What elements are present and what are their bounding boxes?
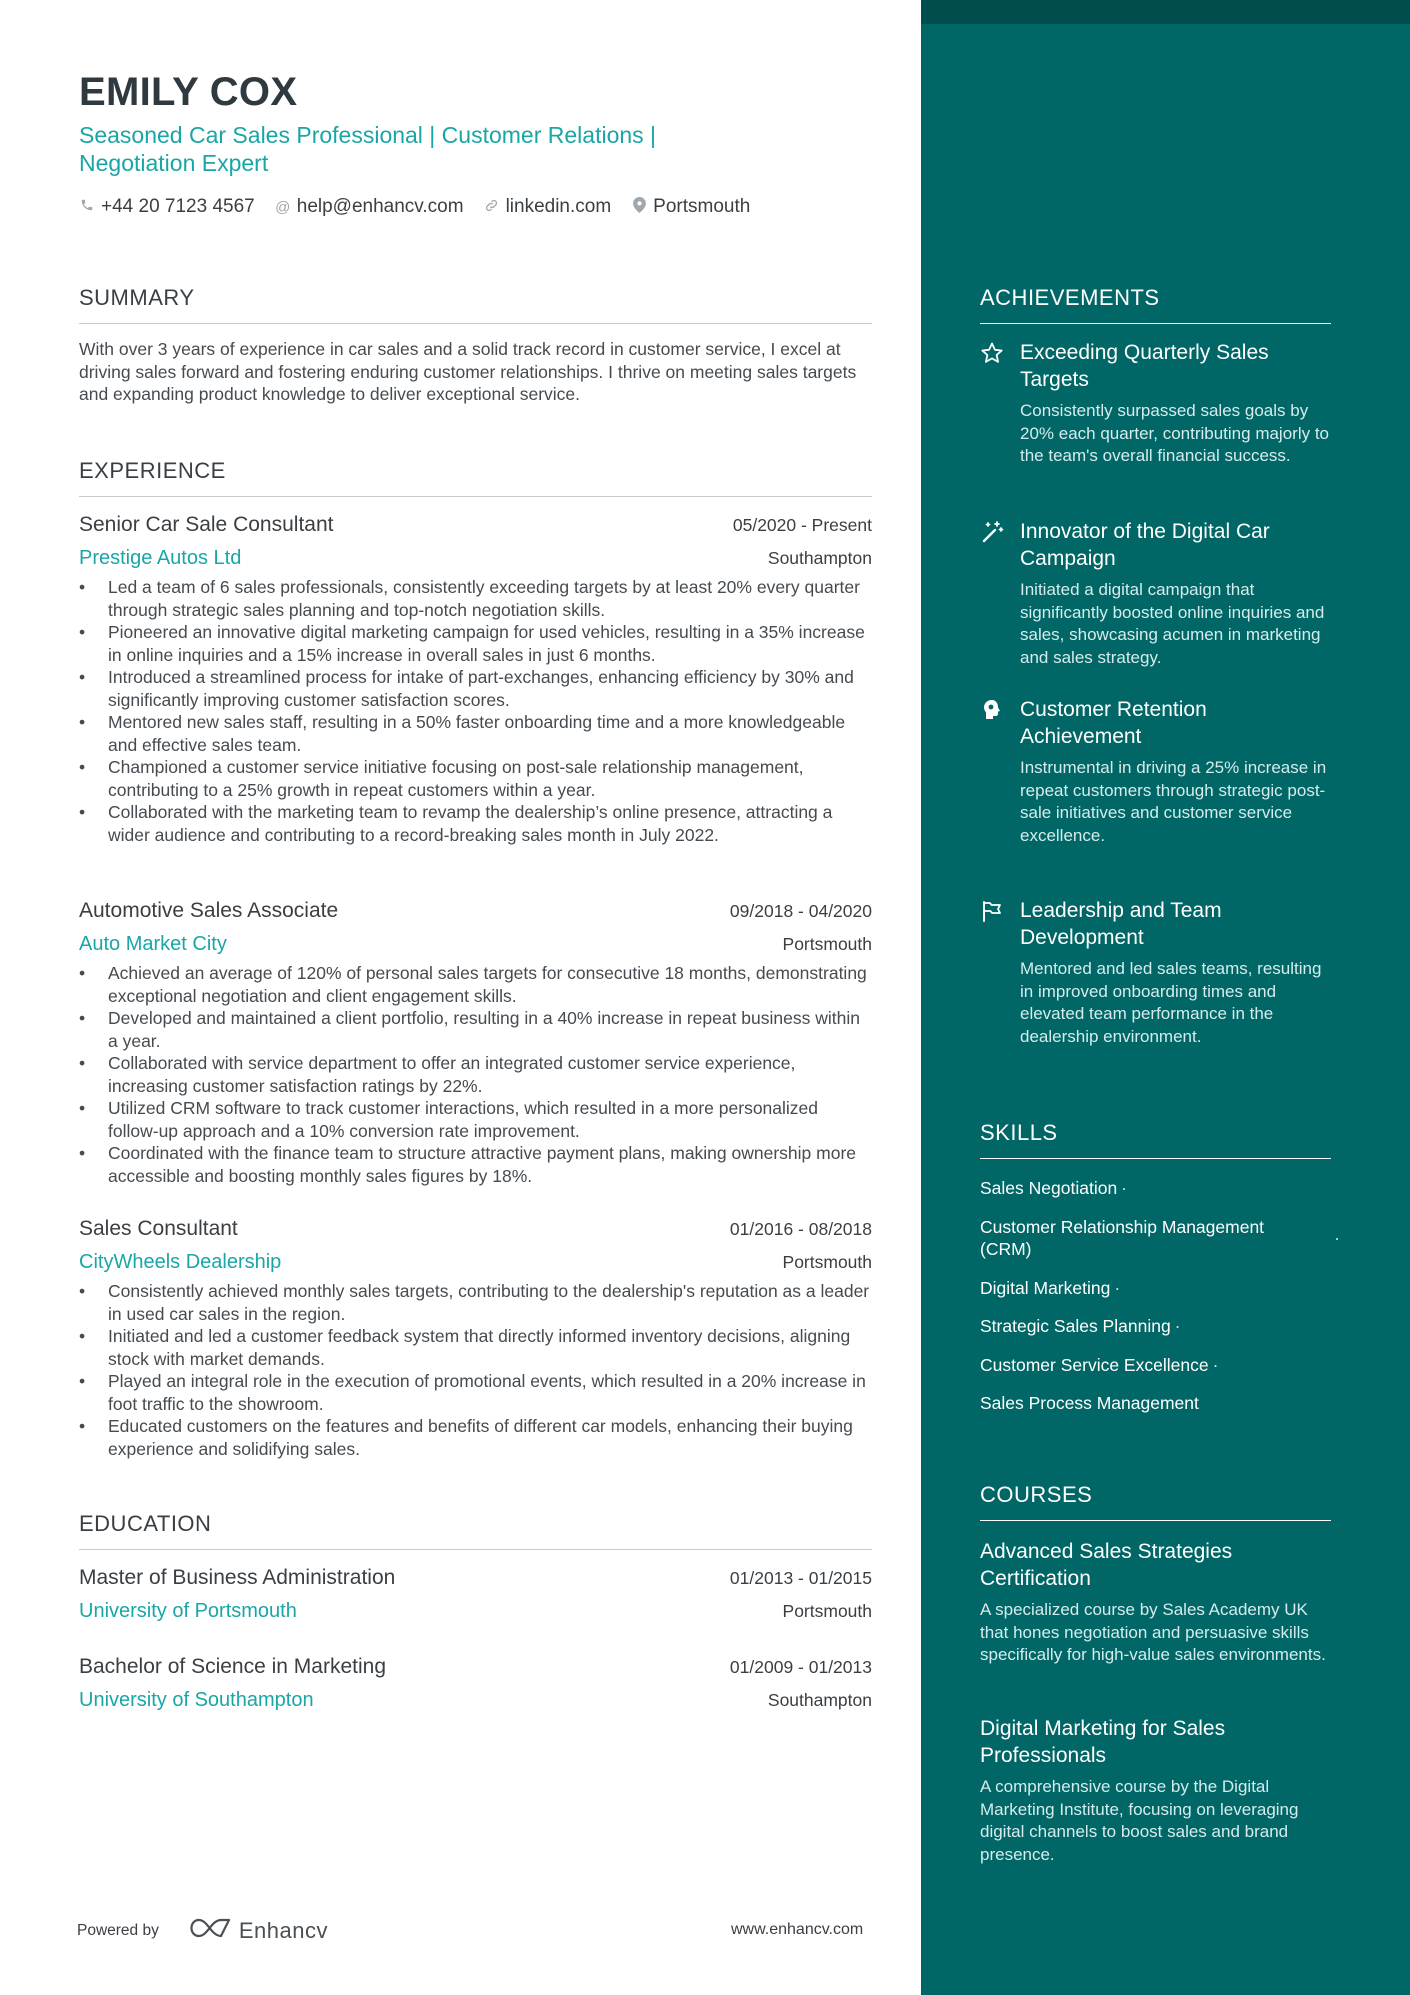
skill-separator: · <box>1212 1354 1219 1375</box>
education-heading: EDUCATION <box>79 1511 872 1550</box>
course-item <box>980 1538 1331 1667</box>
skills-list <box>980 1177 1340 1431</box>
achievement-title: Customer Retention Achievement <box>1020 698 1207 748</box>
achievement-desc: Mentored and led sales teams, resulting in improved onboarding times and elevated team performance in the dealership environment. <box>1020 959 1322 1046</box>
achievement-title: Leadership and Team Development <box>1020 899 1222 949</box>
contact-phone[interactable] <box>79 196 255 218</box>
bullet-item: • Developed and maintained a client portfolio, resulting in a 40% increase in repeat business within a year. <box>79 1007 872 1052</box>
bullet-item: • Achieved an average of 120% of personal sales targets for consecutive 18 months, demonstrating exceptional negotiation and client engagement skills. <box>79 962 872 1007</box>
course-desc: A specialized course by Sales Academy UK that hones negotiation and persuasive skills specifically for high-value sales environments. <box>980 1600 1326 1664</box>
sidebar-top-bar <box>921 0 1410 24</box>
education-entry <box>79 1566 872 1623</box>
head-icon <box>980 698 1004 722</box>
achievement-item <box>980 518 1331 669</box>
powered-by-label: Powered by <box>77 1921 159 1939</box>
magic-wand-icon <box>980 520 1004 544</box>
edu-school[interactable]: University of Portsmouth <box>79 1600 297 1622</box>
skill-separator: · <box>1334 1227 1340 1248</box>
skill-item <box>980 1216 1340 1261</box>
star-icon <box>980 341 1004 365</box>
bullet-item: • Consistently achieved monthly sales targets, contributing to the dealership's reputation as a leader in used car sales in the region. <box>79 1280 872 1325</box>
achievement-item <box>980 696 1331 847</box>
link-icon <box>484 198 500 217</box>
skill-name: Digital Marketing <box>980 1277 1111 1298</box>
contact-email[interactable] <box>275 196 464 218</box>
achievement-item <box>980 339 1331 468</box>
contact-bar <box>79 196 770 218</box>
achievement-title: Exceeding Quarterly Sales Targets <box>1020 341 1269 391</box>
job-bullets <box>79 962 872 1187</box>
brand-link[interactable] <box>185 1916 328 1945</box>
skill-item <box>980 1277 1340 1300</box>
job-entry <box>79 1217 872 1460</box>
bullet-item: • Collaborated with service department to offer an integrated customer service experience, increasing customer satisfaction ratings by 22%. <box>79 1052 872 1097</box>
job-entry <box>79 513 872 846</box>
contact-location <box>631 196 750 218</box>
experience-heading: EXPERIENCE <box>79 458 872 497</box>
headline-line-1: Seasoned Car Sales Professional | Customer Relations | <box>79 122 657 148</box>
contact-location-text: Portsmouth <box>653 196 751 217</box>
skill-item <box>980 1315 1340 1338</box>
achievement-desc: Instrumental in driving a 25% increase in repeat customers through strategic post-sale initiatives and customer service excellence. <box>1020 758 1327 845</box>
skills-heading: SKILLS <box>980 1120 1331 1159</box>
summary-heading: SUMMARY <box>79 285 872 324</box>
job-dates: 01/2016 - 08/2018 <box>729 1219 872 1239</box>
contact-linkedin[interactable] <box>484 196 612 218</box>
course-item <box>980 1715 1331 1866</box>
skill-separator: · <box>1121 1178 1127 1198</box>
footer-powered-by <box>77 1916 328 1945</box>
skill-separator: · <box>1114 1277 1121 1298</box>
candidate-name: EMILY COX <box>79 70 298 114</box>
bullet-item: • Mentored new sales staff, resulting in a 50% faster onboarding time and a more knowledgeable and effective sales team. <box>79 711 872 756</box>
edu-location: Southampton <box>767 1690 872 1710</box>
job-company[interactable]: Auto Market City <box>79 933 227 955</box>
flag-icon <box>980 899 1004 923</box>
skill-name: Strategic Sales Planning <box>980 1316 1171 1336</box>
bullet-item: • Led a team of 6 sales professionals, consistently exceeding targets by at least 20% every quarter through strategic sales planning and top-notch negotiation skills. <box>79 576 872 621</box>
skill-name: Sales Negotiation <box>980 1178 1118 1198</box>
education-entry <box>79 1655 872 1712</box>
contact-email-text: help@enhancv.com <box>296 196 464 217</box>
job-location: Southampton <box>767 548 872 568</box>
job-dates: 05/2020 - Present <box>732 515 872 535</box>
brand-name: Enhancv <box>238 1917 328 1943</box>
headline-line-2: Negotiation Expert <box>79 150 269 176</box>
bullet-item: • Utilized CRM software to track customer interactions, which resulted in a more personalized follow-up approach and a 10% conversion rate improvement. <box>79 1097 872 1142</box>
bullet-item: • Introduced a streamlined process for intake of part-exchanges, enhancing efficiency by 30% and significantly improving customer satisfaction scores. <box>79 666 872 711</box>
bullet-item: • Initiated and led a customer feedback system that directly informed inventory decisions, aligning stock with market demands. <box>79 1325 872 1370</box>
skill-name: Customer Service Excellence <box>980 1354 1209 1375</box>
course-title: Digital Marketing for Sales Professionals <box>980 1717 1226 1767</box>
contact-linkedin-text: linkedin.com <box>505 196 612 217</box>
location-pin-icon <box>631 197 647 217</box>
edu-dates: 01/2009 - 01/2013 <box>729 1657 872 1677</box>
bullet-item: • Educated customers on the features and benefits of different car models, enhancing their buying experience and solidifying sales. <box>79 1415 872 1460</box>
job-role: Sales Consultant <box>79 1217 238 1240</box>
achievement-desc: Consistently surpassed sales goals by 20% each quarter, contributing majorly to the team's overall financial success. <box>1020 401 1330 465</box>
edu-degree: Bachelor of Science in Marketing <box>79 1655 386 1678</box>
bullet-item: • Played an integral role in the execution of promotional events, which resulted in a 20% increase in foot traffic to the showroom. <box>79 1370 872 1415</box>
skill-item <box>980 1177 1340 1200</box>
job-role: Automotive Sales Associate <box>79 899 339 922</box>
edu-school[interactable]: University of Southampton <box>79 1689 314 1711</box>
skill-name: Sales Process Management <box>980 1393 1199 1413</box>
courses-heading: COURSES <box>980 1482 1331 1521</box>
bullet-item: • Coordinated with the finance team to structure attractive payment plans, making ownership more accessible and boosting monthly sales figures by 18%. <box>79 1142 872 1187</box>
achievement-item <box>980 897 1331 1048</box>
bullet-item: • Collaborated with the marketing team to revamp the dealership’s online presence, attracting a wider audience and contributing to a record-breaking sales month in July 2022. <box>79 801 872 846</box>
job-bullets <box>79 1280 872 1460</box>
contact-phone-text: +44 20 7123 4567 <box>101 196 255 217</box>
edu-degree: Master of Business Administration <box>79 1566 396 1589</box>
bullet-item: • Pioneered an innovative digital marketing campaign for used vehicles, resulting in a 35% increase in online inquiries and a 15% increase in overall sales in just 6 months. <box>79 621 872 666</box>
job-role: Senior Car Sale Consultant <box>79 513 334 536</box>
job-dates: 09/2018 - 04/2020 <box>729 901 872 921</box>
job-company[interactable]: CityWheels Dealership <box>79 1251 282 1273</box>
job-company[interactable]: Prestige Autos Ltd <box>79 547 242 569</box>
job-entry <box>79 899 872 1187</box>
at-icon: @ <box>275 198 291 216</box>
course-desc: A comprehensive course by the Digital Marketing Institute, focusing on leveraging digital channels to boost sales and brand presence. <box>980 1777 1299 1864</box>
achievements-heading: ACHIEVEMENTS <box>980 285 1331 324</box>
footer-url[interactable]: www.enhancv.com <box>731 1921 864 1938</box>
edu-location: Portsmouth <box>782 1601 872 1621</box>
achievement-title: Innovator of the Digital Car Campaign <box>1020 520 1270 570</box>
enhancv-logo-icon <box>185 1916 231 1945</box>
edu-dates: 01/2013 - 01/2015 <box>729 1568 872 1588</box>
summary-text: With over 3 years of experience in car sales and a solid track record in customer service, I excel at driving sales forward and fostering enduring customer relationships. I thrive on meeting sales targets and expanding product knowledge to deliver exceptional service. <box>79 339 857 404</box>
job-location: Portsmouth <box>782 934 872 954</box>
course-title: Advanced Sales Strategies Certification <box>980 1540 1233 1590</box>
job-bullets <box>79 576 872 846</box>
skill-item <box>980 1354 1340 1377</box>
phone-icon <box>79 198 95 216</box>
bullet-item: • Championed a customer service initiative focusing on post-sale relationship management, contributing to a 25% growth in repeat customers within a year. <box>79 756 872 801</box>
job-location: Portsmouth <box>782 1252 872 1272</box>
skill-item <box>980 1392 1340 1415</box>
achievement-desc: Initiated a digital campaign that significantly boosted online inquiries and sales, showcasing acumen in marketing and sales strategy. <box>1020 580 1325 667</box>
skill-name: Customer Relationship Management (CRM) <box>980 1216 1265 1259</box>
skill-separator: · <box>1174 1316 1181 1336</box>
